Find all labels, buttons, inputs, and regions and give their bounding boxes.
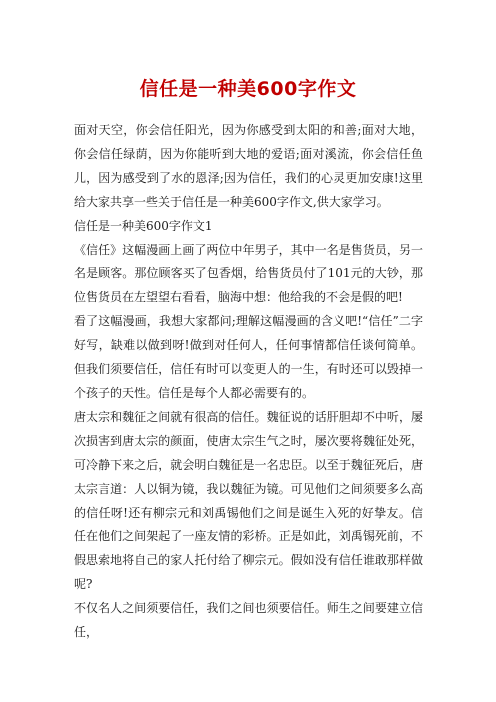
paragraph: 《信任》这幅漫画上画了两位中年男子，其中一名是售货员，另一名是顾客。那位顾客买了包香烟，给售货员付了101元的大钞，那位售货员在左望望右看看，脑海中想：他给我的不会是假的吧! — [74, 242, 423, 305]
document-body — [74, 119, 423, 645]
section-heading: 信任是一种美600字作文1 — [74, 218, 213, 233]
document-title: 信任是一种美600字作文 — [139, 78, 357, 100]
paragraph: 看了这幅漫画，我想大家都问;理解这幅漫画的含义吧!“信任”二字好写，缺难以做到呀!做到对任何人，任何事情都信任谈何简单。但我们须要信任，信任有时可以变更人的一生，有时还可以毁掉一个孩子的天性。信任是每个人都必需要有的。 — [74, 314, 423, 400]
paragraph: 唐太宗和魏征之间就有很高的信任。魏征说的话肝胆却不中听，屡次损害到唐太宗的颜面，使唐太宗生气之时，屡次要将魏征处死，可冷静下来之后，就会明白魏征是一名忠臣。以至于魏征死后，唐太宗言道：人以铜为镜，我以魏征为镜。可见他们之间须要多么高的信任呀!还有柳宗元和刘禹锡他们之间是诞生入死的好挚友。信任在他们之间架起了一座友情的彩桥。正是如此，刘禹锡死前，不假思索地将自己的家人托付给了柳宗元。假如没有信任谁敢那样做呢? — [74, 409, 423, 592]
paragraph-intro: 面对天空，你会信任阳光，因为你感受到太阳的和善;面对大地，你会信任绿荫，因为你能听到大地的爱语;面对溪流，你会信任鱼儿，因为感受到了水的恩泽;因为信任，我们的心灵更加安康!这里给大家共享一些关于信任是一种美600字作文,供大家学习。 — [74, 123, 423, 209]
paragraph: 不仅名人之间须要信任，我们之间也须要信任。师生之间要建立信任， — [74, 601, 423, 640]
